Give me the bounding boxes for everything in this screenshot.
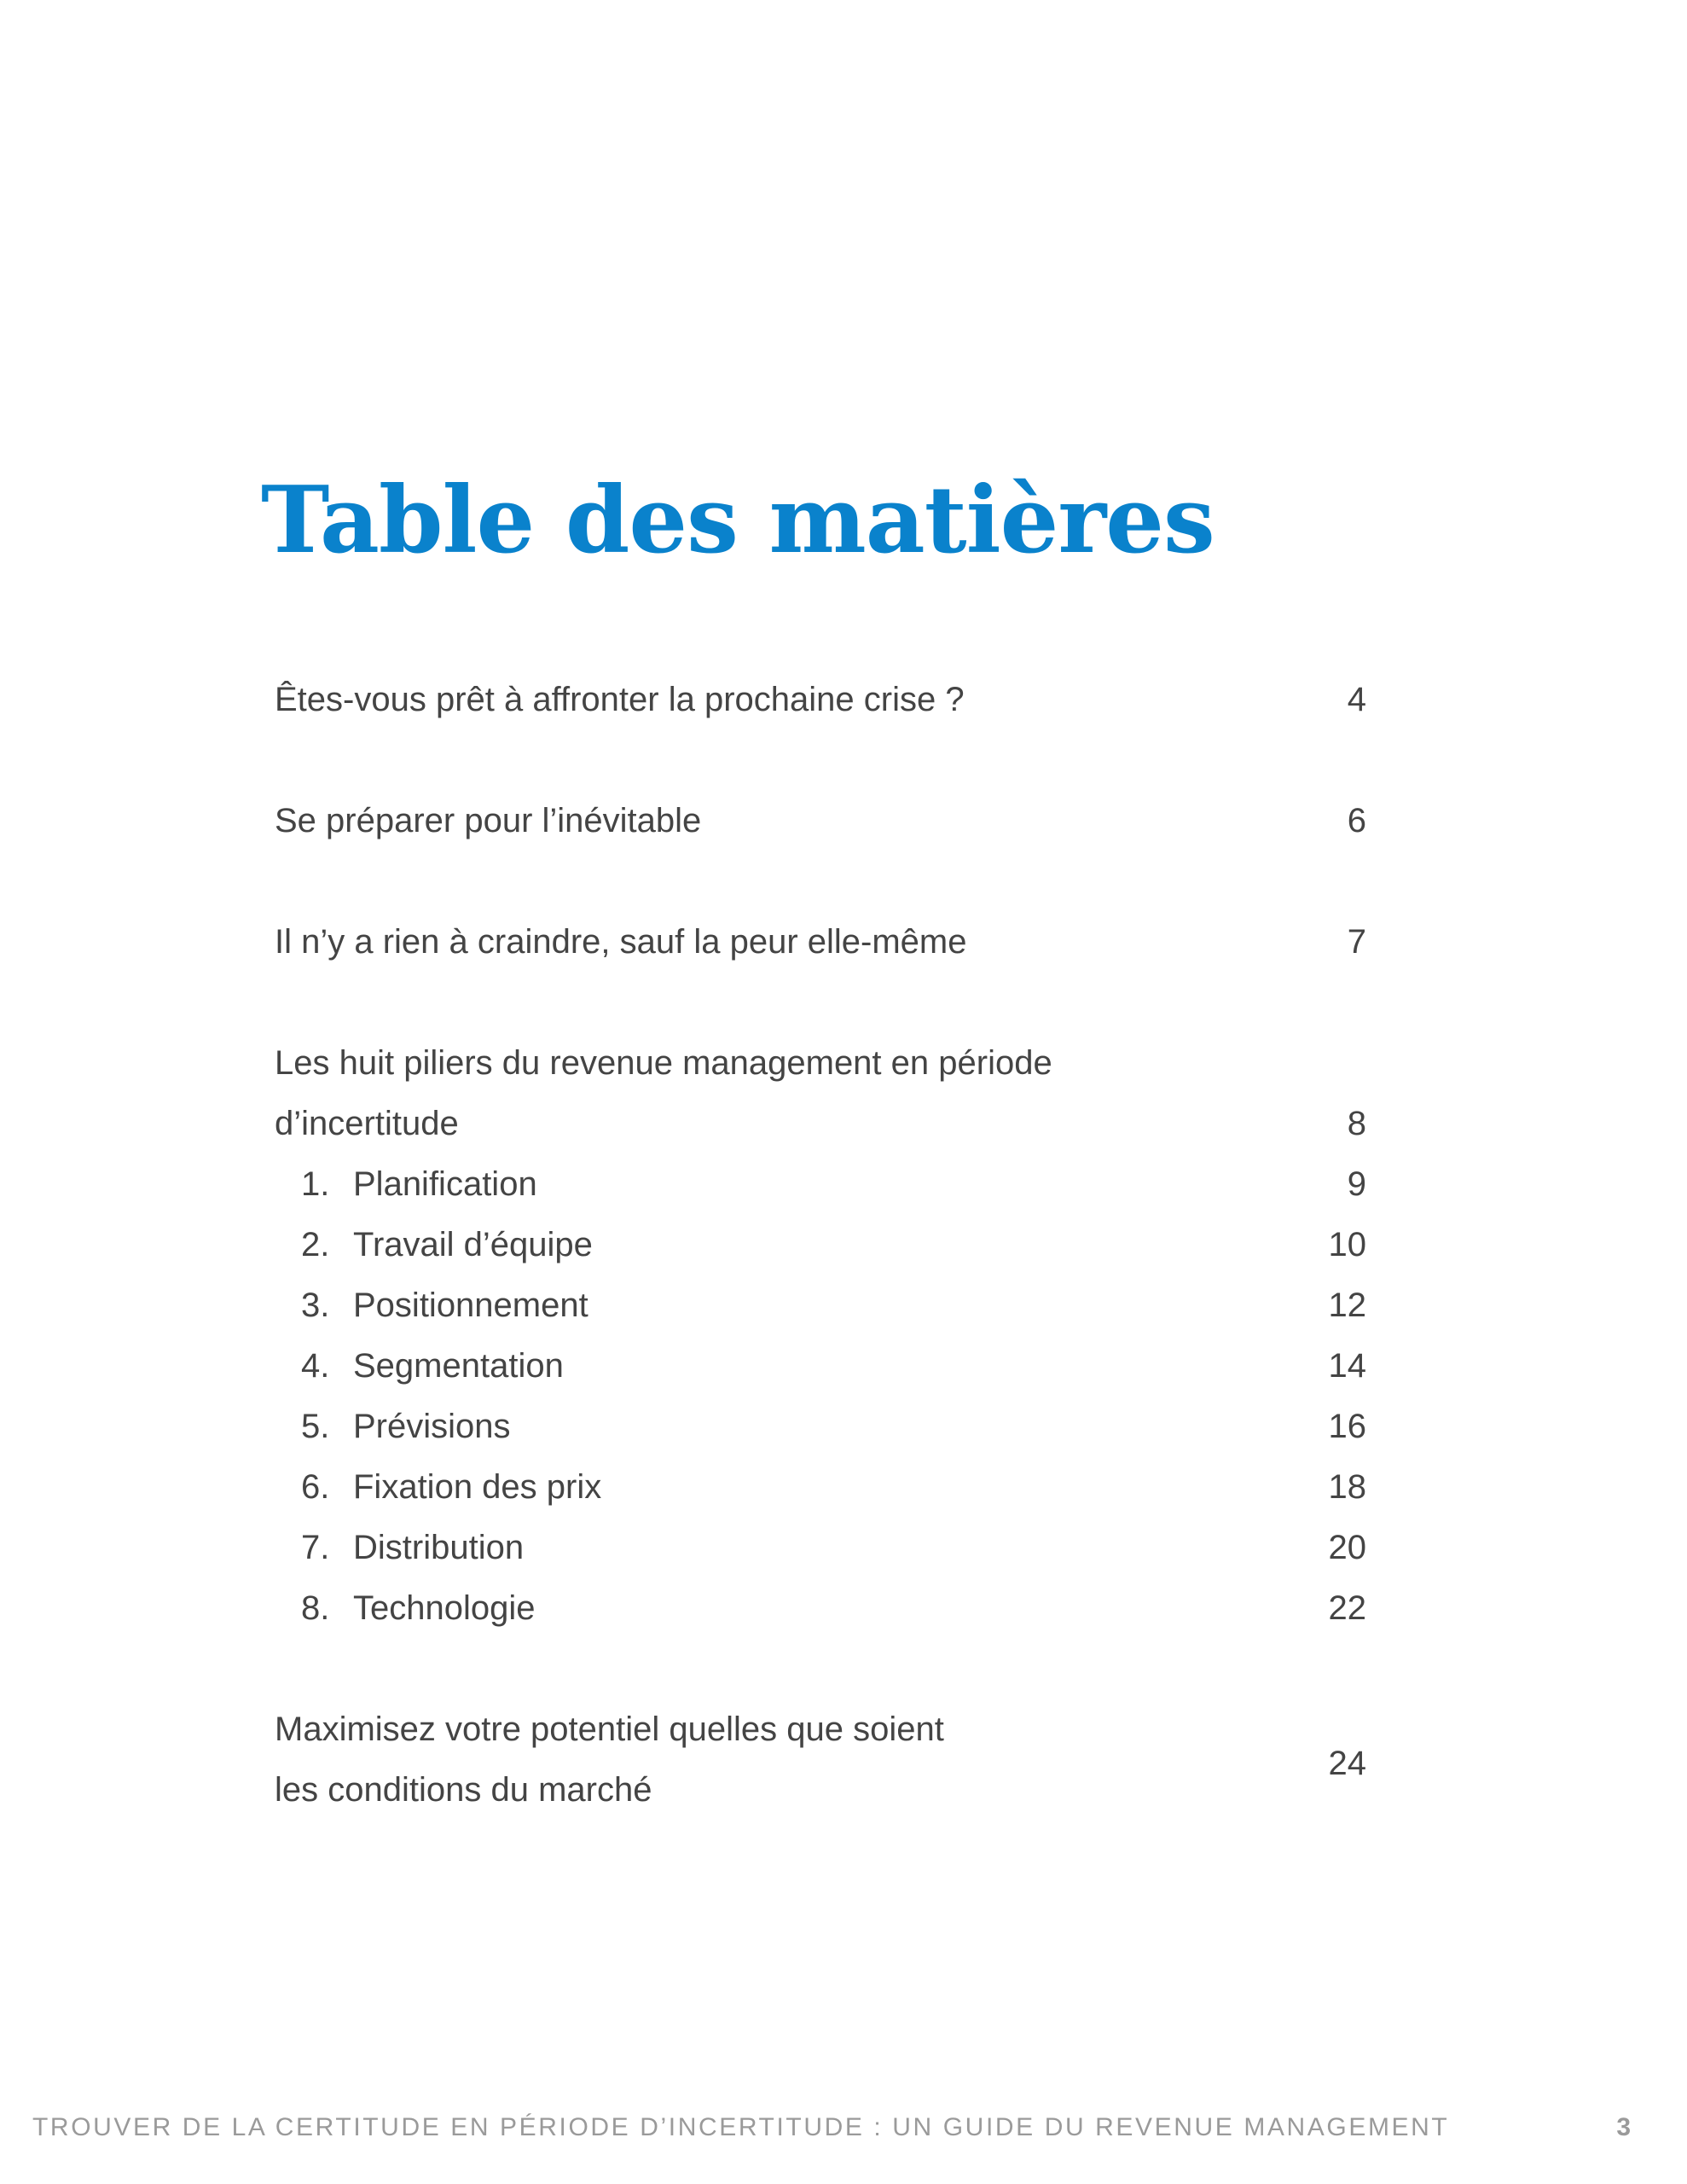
footer-page-number: 3 (1616, 2113, 1631, 2141)
toc-pillar-travail-equipe[interactable] (275, 1215, 1366, 1275)
pillar-label: Technologie (353, 1589, 536, 1627)
pillar-number: 7. (301, 1529, 330, 1566)
pillar-page: 16 (1328, 1408, 1366, 1445)
toc-pillar-positionnement[interactable] (275, 1275, 1366, 1336)
pillar-label: Prévisions (353, 1408, 511, 1445)
toc-entry-page: 4 (1347, 681, 1366, 718)
toc-entry-page: 24 (1328, 1745, 1366, 1782)
pillar-label: Distribution (353, 1529, 525, 1566)
pillar-label: Travail d’équipe (353, 1226, 593, 1263)
pillar-label: Positionnement (353, 1287, 588, 1324)
pillar-number: 3. (301, 1287, 330, 1324)
pillar-page: 20 (1328, 1529, 1366, 1566)
pillar-page: 18 (1328, 1468, 1366, 1506)
pillar-number: 2. (301, 1226, 330, 1263)
toc-entry-label-line2: les conditions du marché (275, 1771, 652, 1809)
toc-entry-inevitable[interactable] (275, 791, 1366, 851)
toc-pillar-segmentation[interactable] (275, 1336, 1366, 1397)
toc-pillar-technologie[interactable] (275, 1578, 1366, 1639)
toc-entry-page: 6 (1347, 802, 1366, 839)
pillar-label: Segmentation (353, 1347, 564, 1385)
pillar-page: 12 (1328, 1287, 1366, 1324)
pillar-label: Fixation des prix (353, 1468, 602, 1506)
pillar-page: 14 (1328, 1347, 1366, 1385)
toc-entry-piliers[interactable] (275, 1033, 1366, 1154)
toc-entry-maximisez[interactable] (275, 1699, 1366, 1821)
toc-entry-label: Se préparer pour l’inévitable (275, 802, 702, 839)
pillar-label: Planification (353, 1165, 537, 1203)
toc-pillar-previsions[interactable] (275, 1397, 1366, 1457)
toc-entry-page: 8 (1347, 1105, 1366, 1142)
page-title: Table des matières (261, 467, 1215, 574)
pillar-page: 22 (1328, 1589, 1366, 1627)
toc-entry-label-line1: Les huit piliers du revenue management en période (275, 1044, 1052, 1082)
pillar-number: 1. (301, 1165, 330, 1203)
toc-entry-label: Il n’y a rien à craindre, sauf la peur elle-même (275, 923, 967, 961)
toc-entry-label-line2: d’incertitude (275, 1105, 459, 1142)
pillar-number: 5. (301, 1408, 330, 1445)
toc-entry-label: Êtes-vous prêt à affronter la prochaine crise ? (275, 681, 965, 718)
toc-pillar-planification[interactable] (275, 1154, 1366, 1215)
toc-entry-page: 7 (1347, 923, 1366, 961)
pillar-number: 6. (301, 1468, 330, 1506)
pillar-number: 4. (301, 1347, 330, 1385)
pillar-page: 10 (1328, 1226, 1366, 1263)
toc-pillar-distribution[interactable] (275, 1518, 1366, 1578)
toc-pillar-fixation-prix[interactable] (275, 1457, 1366, 1518)
toc-entry-label-line1: Maximisez votre potentiel quelles que soient (275, 1711, 944, 1748)
footer-document-title: TROUVER DE LA CERTITUDE EN PÉRIODE D’INCERTITUDE : UN GUIDE DU REVENUE MANAGEMENT (32, 2113, 1450, 2141)
pillar-page: 9 (1347, 1165, 1366, 1203)
toc-entry-peur[interactable] (275, 912, 1366, 972)
toc-entry-crise[interactable] (275, 670, 1366, 729)
pillar-number: 8. (301, 1589, 330, 1627)
